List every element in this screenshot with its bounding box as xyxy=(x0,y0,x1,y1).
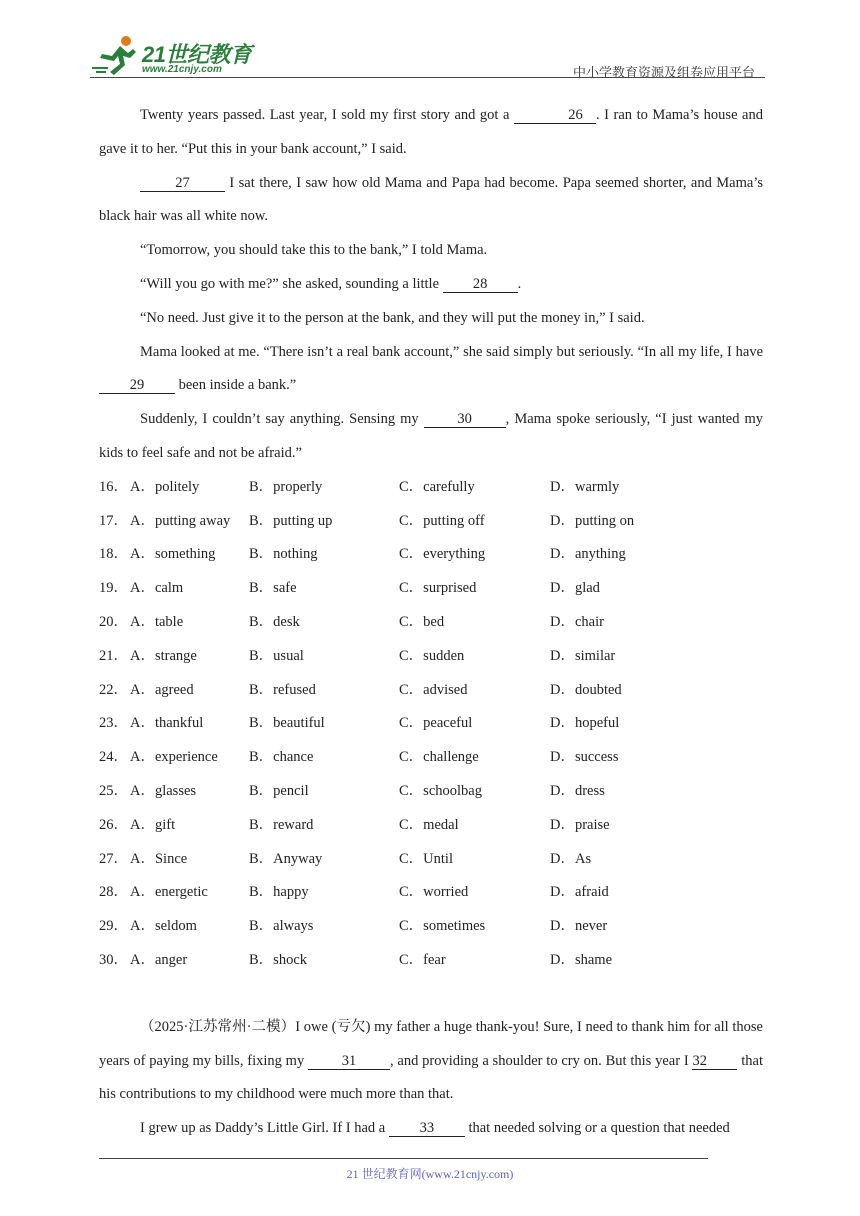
option-d[interactable]: D．dress xyxy=(550,782,605,799)
option-b[interactable]: B．putting up xyxy=(249,512,333,529)
question-number: 21． xyxy=(99,647,128,664)
logo-url: www.21cnjy.com xyxy=(142,64,222,75)
option-a[interactable]: A．experience xyxy=(130,749,218,766)
option-c[interactable]: C．challenge xyxy=(399,749,479,766)
question-row xyxy=(99,910,763,944)
header-tagline: 中小学教育资源及组卷应用平台 xyxy=(572,66,755,81)
option-b[interactable]: B．usual xyxy=(249,647,304,664)
runner-logo-icon xyxy=(90,34,142,76)
question-number: 18． xyxy=(99,546,128,563)
footer-link[interactable]: 21 世纪教育网(www.21cnjy.com) xyxy=(346,1167,514,1181)
question-row xyxy=(99,944,763,978)
question-number: 28． xyxy=(99,884,128,901)
question-number: 30． xyxy=(99,951,128,968)
question-row xyxy=(99,471,763,505)
question-row xyxy=(99,775,763,809)
footer-divider xyxy=(99,1158,708,1159)
document-body xyxy=(99,99,763,1146)
option-c[interactable]: C．peaceful xyxy=(399,715,473,732)
option-d[interactable]: D．never xyxy=(550,918,608,935)
passage-paragraph: Twenty years passed. Last year, I sold my first story and got a 26 . I ran to Mama’s house and gave it to her. “Put this in your bank account,” I said. xyxy=(99,107,763,157)
option-c[interactable]: C．sometimes xyxy=(399,918,486,935)
header-divider xyxy=(90,77,765,78)
question-row xyxy=(99,606,763,640)
option-a[interactable]: A．agreed xyxy=(130,681,194,698)
option-b[interactable]: B．shock xyxy=(249,951,307,968)
option-d[interactable]: D．doubted xyxy=(550,681,622,698)
passage-paragraph: “Will you go with me?” she asked, sounding a little 28 . xyxy=(140,275,522,292)
question-row xyxy=(99,572,763,606)
option-b[interactable]: B．safe xyxy=(249,580,297,597)
question-row xyxy=(99,640,763,674)
option-d[interactable]: D．afraid xyxy=(550,884,609,901)
question-number: 16． xyxy=(99,478,128,495)
option-b[interactable]: B．always xyxy=(249,918,314,935)
option-b[interactable]: B．pencil xyxy=(249,782,309,799)
option-d[interactable]: D．As xyxy=(550,850,592,867)
option-d[interactable]: D．warmly xyxy=(550,478,620,495)
option-a[interactable]: A．thankful xyxy=(130,715,204,732)
question-number: 29． xyxy=(99,918,128,935)
question-number: 22． xyxy=(99,681,128,698)
question-number: 24． xyxy=(99,749,128,766)
option-d[interactable]: D．chair xyxy=(550,613,604,630)
passage-paragraph: “Tomorrow, you should take this to the bank,” I told Mama. xyxy=(140,242,488,259)
question-row xyxy=(99,707,763,741)
option-b[interactable]: B．happy xyxy=(249,884,309,901)
option-a[interactable]: A．glasses xyxy=(130,782,197,799)
option-d[interactable]: D．praise xyxy=(550,816,610,833)
option-d[interactable]: D．similar xyxy=(550,647,616,664)
passage-paragraph: （2025·江苏常州·二模）I owe (亏欠) my father a huge thank-you! Sure, I need to thank him for all those years of paying my bills, fixing my 31 , and providing a shoulder to cry on. But this year I 32 that his contributions to my childhood were much more than that. xyxy=(99,1018,763,1103)
site-logo xyxy=(90,34,255,76)
option-c[interactable]: C．Until xyxy=(399,850,453,867)
option-c[interactable]: C．fear xyxy=(399,951,446,968)
option-c[interactable]: C．putting off xyxy=(399,512,485,529)
option-a[interactable]: A．calm xyxy=(130,580,184,597)
blank-33[interactable]: 33 xyxy=(389,1120,465,1137)
question-number: 17． xyxy=(99,512,128,529)
option-a[interactable]: A．table xyxy=(130,613,184,630)
blank-30[interactable]: 30 xyxy=(424,411,506,428)
option-d[interactable]: D．glad xyxy=(550,580,600,597)
question-number: 26． xyxy=(99,816,128,833)
option-b[interactable]: B．refused xyxy=(249,681,316,698)
option-b[interactable]: B．nothing xyxy=(249,546,318,563)
option-a[interactable]: A．anger xyxy=(130,951,188,968)
option-c[interactable]: C．sudden xyxy=(399,647,465,664)
option-a[interactable]: A．gift xyxy=(130,816,176,833)
option-a[interactable]: A．strange xyxy=(130,647,197,664)
question-row xyxy=(99,505,763,539)
question-number: 27． xyxy=(99,850,128,867)
option-b[interactable]: B．beautiful xyxy=(249,715,325,732)
passage-paragraph: Mama looked at me. “There isn’t a real bank account,” she said simply but seriously. “In all my life, I have 29 been inside a bank.” xyxy=(99,336,763,404)
option-a[interactable]: A．politely xyxy=(130,478,200,495)
option-c[interactable]: C．carefully xyxy=(399,478,475,495)
option-c[interactable]: C．worried xyxy=(399,884,469,901)
option-b[interactable]: B．reward xyxy=(249,816,314,833)
option-b[interactable]: B．properly xyxy=(249,478,323,495)
option-a[interactable]: A．something xyxy=(130,546,216,563)
passage-paragraph: “No need. Just give it to the person at the bank, and they will put the money in,” I said. xyxy=(140,309,645,326)
question-number: 20． xyxy=(99,613,128,630)
option-d[interactable]: D．hopeful xyxy=(550,715,620,732)
passage-paragraph: 27 I sat there, I saw how old Mama and Papa had become. Papa seemed shorter, and Mama’s black hair was all white now. xyxy=(99,174,763,225)
blank-31[interactable]: 31 xyxy=(308,1053,390,1070)
question-row xyxy=(99,843,763,877)
option-c[interactable]: C．medal xyxy=(399,816,459,833)
option-b[interactable]: B．desk xyxy=(249,613,300,630)
option-c[interactable]: C．advised xyxy=(399,681,468,698)
option-d[interactable]: D．putting on xyxy=(550,512,635,529)
question-number: 19． xyxy=(99,580,128,597)
option-a[interactable]: A．putting away xyxy=(130,512,231,529)
question-number: 25． xyxy=(99,782,128,799)
blank-27[interactable]: 27 xyxy=(140,175,225,192)
passage-paragraph: I grew up as Daddy’s Little Girl. If I had a 33 that needed solving or a question that needed xyxy=(140,1120,730,1137)
options-list xyxy=(99,471,763,978)
question-row xyxy=(99,538,763,572)
blank-26[interactable]: 26 xyxy=(514,107,596,124)
option-d[interactable]: D．anything xyxy=(550,546,626,563)
question-row xyxy=(99,876,763,910)
option-a[interactable]: A．Since xyxy=(130,850,188,867)
option-c[interactable]: C．everything xyxy=(399,546,486,563)
blank-32[interactable]: 32 xyxy=(692,1053,737,1070)
option-c[interactable]: C．schoolbag xyxy=(399,782,482,799)
passage-paragraph: Suddenly, I couldn’t say anything. Sensing my 30 , Mama spoke seriously, “I just wanted my kids to feel safe and not be afraid.” xyxy=(99,411,763,461)
option-c[interactable]: C．bed xyxy=(399,613,445,630)
option-b[interactable]: B．chance xyxy=(249,749,314,766)
question-number: 23． xyxy=(99,715,128,732)
blank-29[interactable]: 29 xyxy=(99,377,175,394)
question-row xyxy=(99,809,763,843)
question-row xyxy=(99,674,763,708)
option-b[interactable]: B．Anyway xyxy=(249,850,323,867)
option-d[interactable]: D．shame xyxy=(550,951,613,968)
option-a[interactable]: A．seldom xyxy=(130,918,197,935)
page-header xyxy=(90,28,765,81)
blank-28[interactable]: 28 xyxy=(443,276,518,293)
question-row xyxy=(99,741,763,775)
option-c[interactable]: C．surprised xyxy=(399,580,477,597)
logo-text: 21世纪教育 xyxy=(142,42,252,67)
option-a[interactable]: A．energetic xyxy=(130,884,208,901)
option-d[interactable]: D．success xyxy=(550,749,619,766)
